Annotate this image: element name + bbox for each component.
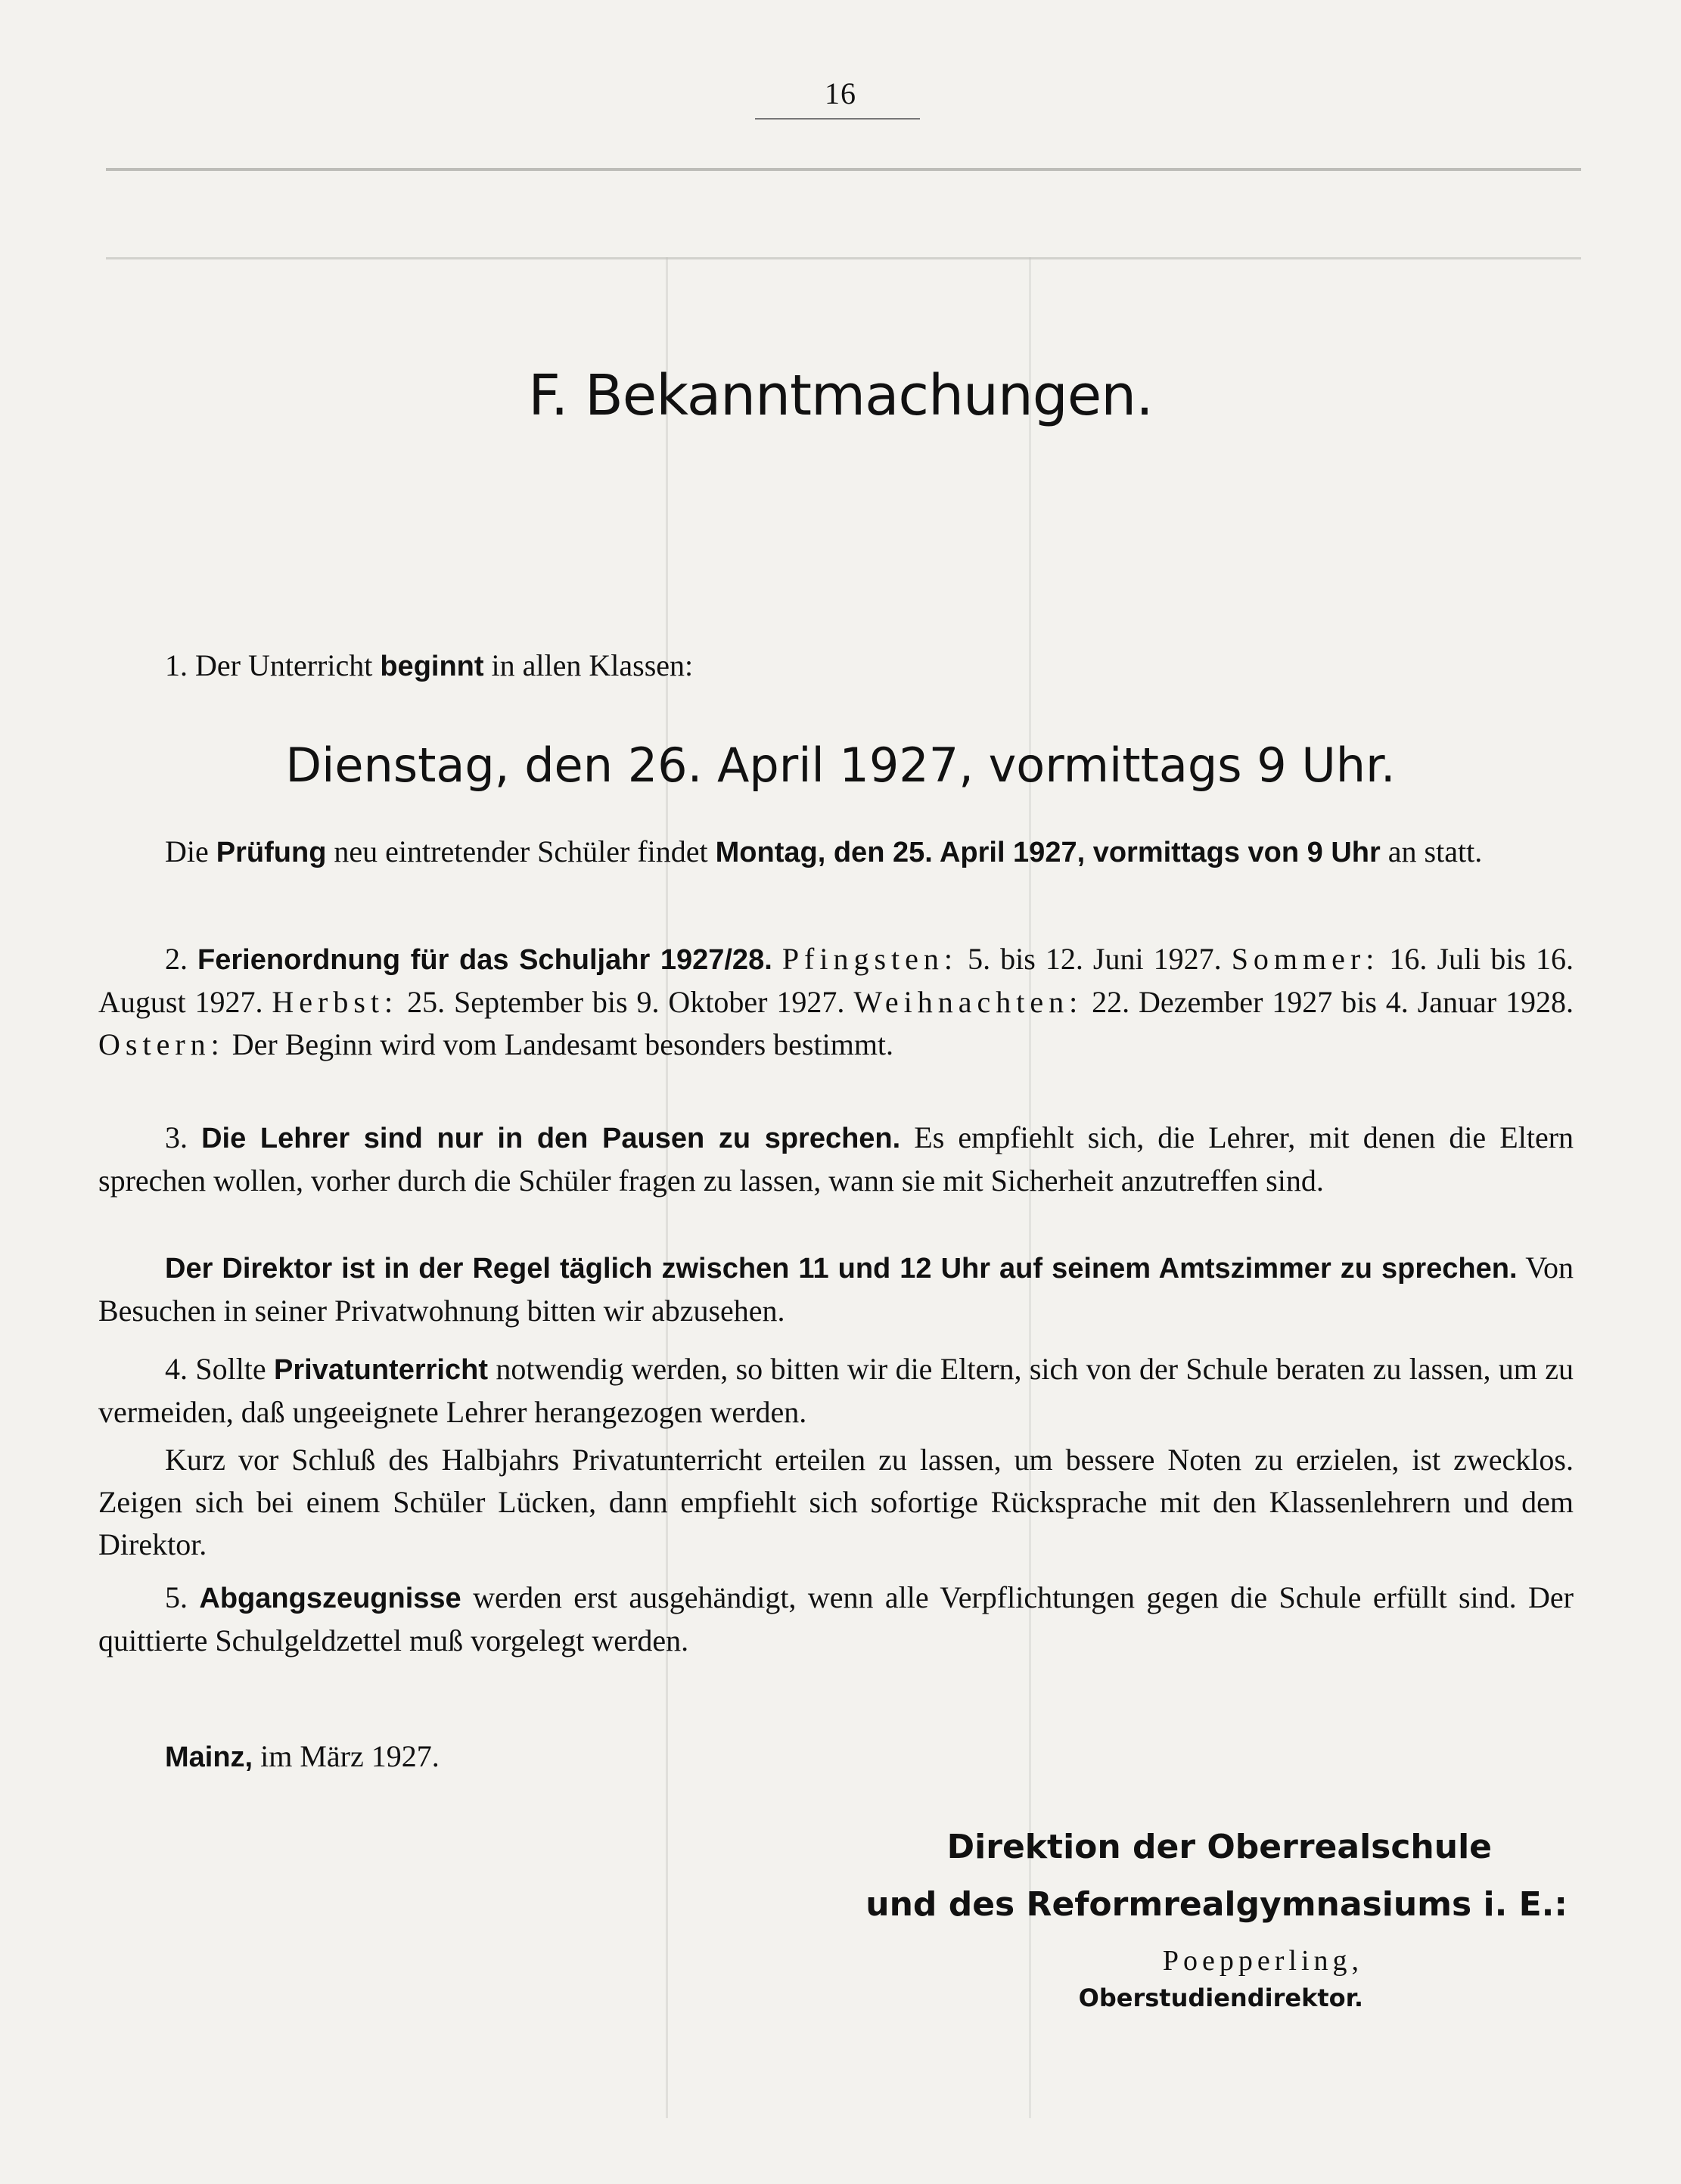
p1-lead: 1. Der Unterricht — [165, 648, 381, 682]
p3-lead: 3. — [165, 1120, 202, 1154]
bleed-through-rule-top — [106, 168, 1581, 171]
p2-weihnachten: Weihnachten: — [853, 985, 1083, 1019]
paragraph-1 — [98, 645, 1574, 688]
p3b-tail: Von Besuchen in seiner Privatwohnung bitten wir abzusehen. — [98, 1250, 1574, 1328]
paragraph-4 — [98, 1348, 1574, 1434]
p4-tail: notwendig werden, so bitten wir die Eltern, sich von der Schule beraten zu lassen, um zu vermeiden, daß ungeeignete Lehrer herangezogen werden. — [98, 1352, 1574, 1429]
page-number: 16 — [825, 76, 856, 110]
paragraph-3 — [98, 1117, 1574, 1202]
p2-bold: Ferienordnung für das Schuljahr 1927/28. — [197, 944, 772, 976]
p2-sommer: Sommer: — [1231, 942, 1380, 976]
p5-bold: Abgangszeugnisse — [199, 1583, 461, 1614]
p5-lead: 5. — [165, 1580, 200, 1614]
p3-bold: Die Lehrer sind nur in den Pausen zu sprechen. — [201, 1123, 901, 1154]
place-date-line — [98, 1735, 1574, 1779]
paragraph-exam — [98, 831, 1574, 874]
start-date-announcement: Dienstag, den 26. April 1927, vormittags 9 Uhr. — [285, 738, 1396, 793]
p1-bold: beginnt — [380, 651, 484, 682]
exam-b2: Montag, den 25. April 1927, vormittags von 9 Uhr — [715, 837, 1381, 868]
signature-line-1: Direktion der Oberrealschule — [946, 1828, 1492, 1866]
p5-tail: werden erst ausgehändigt, wenn alle Verpflichtungen gegen die Schule erfüllt sind. Der quittierte Schulgeldzettel muß vorgelegt werden. — [98, 1580, 1574, 1657]
exam-t3: an statt. — [1380, 834, 1483, 868]
place-bold: Mainz, — [165, 1741, 253, 1773]
p2-t4: 22. Dezember 1927 bis 4. Januar 1928. — [1083, 985, 1574, 1019]
exam-t2: neu eintretender Schüler findet — [326, 834, 716, 868]
signature-name: Poepperling, — [1162, 1945, 1363, 1977]
p3-tail: Es empfiehlt sich, die Lehrer, mit denen die Eltern sprechen wollen, vorher durch die Schüler fragen zu lassen, wann sie mit Sicherheit anzutreffen sind. — [98, 1120, 1574, 1198]
section-title: F. Bekanntmachungen. — [528, 363, 1153, 428]
paragraph-2 — [98, 938, 1574, 1066]
exam-b1: Prüfung — [216, 837, 327, 868]
p2-t2: 16. Juli bis 16. August 1927. — [98, 942, 1574, 1019]
p3b-bold: Der Direktor ist in der Regel täglich zwischen 11 und 12 Uhr auf seinem Amtszimmer zu sprechen. — [165, 1253, 1518, 1285]
p2-t5: Der Beginn wird vom Landesamt besonders bestimmt. — [224, 1027, 894, 1061]
p2-t1: 5. bis 12. Juni 1927. — [958, 942, 1232, 976]
p4-bold: Privatunterricht — [274, 1354, 488, 1386]
p2-t3: 25. September bis 9. Oktober 1927. — [398, 985, 854, 1019]
signature-line-2: und des Reformrealgymnasiums i. E.: — [865, 1885, 1568, 1924]
p4-lead: 4. Sollte — [165, 1352, 275, 1386]
paragraph-5 — [98, 1577, 1574, 1662]
signature-role: Oberstudiendirektor. — [1078, 1984, 1363, 2012]
p2-lead: 2. — [165, 942, 198, 976]
p2-herbst: Herbst: — [272, 985, 399, 1019]
paragraph-4b: Kurz vor Schluß des Halbjahrs Privatunterricht erteilen zu lassen, um bessere Noten zu erzielen, ist zwecklos. Zeigen sich bei einem Schüler Lücken, dann empfiehlt sich sofortige Rücksprache mit den Klassenlehrern und dem Direktor. — [98, 1443, 1574, 1561]
place-tail: im März 1927. — [253, 1739, 440, 1773]
exam-t1: Die — [165, 834, 216, 868]
p1-tail: in allen Klassen: — [483, 648, 694, 682]
p2-pfingsten: Pfingsten: — [781, 942, 959, 976]
bleed-through-rule-second — [106, 257, 1581, 259]
p2-ostern: Ostern: — [98, 1027, 225, 1061]
paragraph-3b — [98, 1247, 1574, 1332]
page-number-underline — [755, 118, 920, 120]
